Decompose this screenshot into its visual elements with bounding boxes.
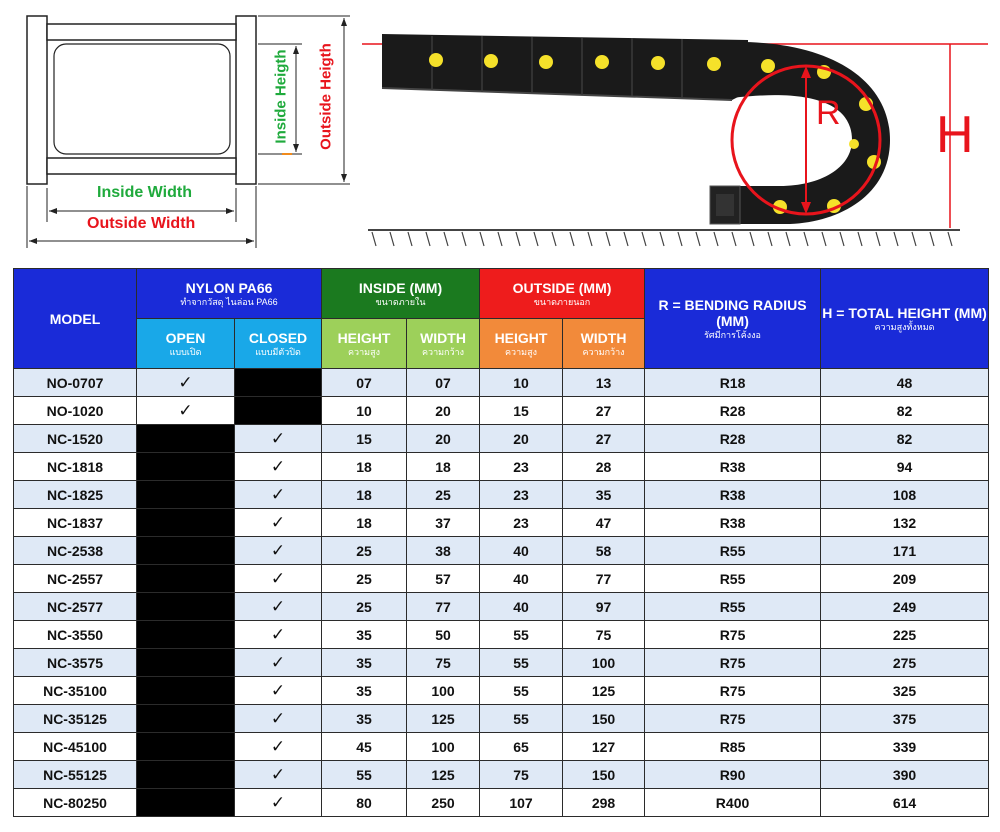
table-row [14, 397, 989, 425]
outside-height-cell: 40 [480, 565, 563, 593]
model-cell: NC-35100 [14, 677, 137, 705]
closed-cell: ✓ [235, 425, 322, 453]
cable-chain-diagram [360, 0, 1000, 262]
bending-radius-cell: R55 [645, 593, 821, 621]
table-row [14, 761, 989, 789]
table-row [14, 481, 989, 509]
open-cell [137, 621, 235, 649]
model-cell: NC-1818 [14, 453, 137, 481]
bending-radius-cell: R55 [645, 565, 821, 593]
inside-width-cell: 25 [407, 481, 480, 509]
outside-width-cell: 27 [563, 425, 645, 453]
model-cell: NC-2577 [14, 593, 137, 621]
inside-width-label: Inside Width [97, 184, 192, 201]
outside-height-cell: 23 [480, 453, 563, 481]
outside-height-cell: 23 [480, 509, 563, 537]
bending-radius-cell: R38 [645, 481, 821, 509]
closed-cell: ✓ [235, 481, 322, 509]
table-row [14, 649, 989, 677]
open-cell [137, 453, 235, 481]
total-height-cell: 171 [821, 537, 989, 565]
bending-radius-cell: R85 [645, 733, 821, 761]
bending-radius-cell: R28 [645, 425, 821, 453]
model-cell: NC-2557 [14, 565, 137, 593]
open-cell [137, 509, 235, 537]
model-cell: NC-3550 [14, 621, 137, 649]
inside-height-cell: 80 [322, 789, 407, 817]
closed-cell: ✓ [235, 621, 322, 649]
open-cell [137, 677, 235, 705]
closed-cell: ✓ [235, 705, 322, 733]
height-label: H [936, 106, 974, 164]
total-height-cell: 325 [821, 677, 989, 705]
header-model: MODEL [14, 269, 137, 369]
outside-height-label: Outside Heigth [317, 43, 335, 150]
open-cell [137, 425, 235, 453]
header-nylon: NYLON PA66 ทำจากวัสดุ ไนล่อน PA66 [137, 269, 322, 319]
header-inside-height: HEIGHT ความสูง [322, 319, 407, 369]
open-cell [137, 733, 235, 761]
outside-height-cell: 23 [480, 481, 563, 509]
outside-height-cell: 55 [480, 705, 563, 733]
inside-height-cell: 25 [322, 537, 407, 565]
bending-radius-cell: R90 [645, 761, 821, 789]
outside-height-cell: 40 [480, 593, 563, 621]
inside-height-cell: 18 [322, 481, 407, 509]
inside-height-cell: 10 [322, 397, 407, 425]
total-height-cell: 108 [821, 481, 989, 509]
table-row [14, 453, 989, 481]
inside-height-cell: 35 [322, 705, 407, 733]
inside-height-cell: 45 [322, 733, 407, 761]
total-height-cell: 339 [821, 733, 989, 761]
inside-height-cell: 35 [322, 677, 407, 705]
inside-height-cell: 25 [322, 593, 407, 621]
inside-height-cell: 55 [322, 761, 407, 789]
outside-width-cell: 27 [563, 397, 645, 425]
closed-cell: ✓ [235, 733, 322, 761]
spec-table-body [14, 369, 989, 817]
closed-cell: ✓ [235, 761, 322, 789]
inside-width-cell: 125 [407, 705, 480, 733]
outside-height-cell: 15 [480, 397, 563, 425]
outside-width-cell: 150 [563, 705, 645, 733]
header-outside-height: HEIGHT ความสูง [480, 319, 563, 369]
total-height-cell: 249 [821, 593, 989, 621]
header-inside: INSIDE (MM) ขนาดภายใน [322, 269, 480, 319]
inside-width-cell: 50 [407, 621, 480, 649]
closed-cell: ✓ [235, 789, 322, 817]
table-row [14, 677, 989, 705]
outside-width-cell: 100 [563, 649, 645, 677]
inside-width-cell: 100 [407, 733, 480, 761]
inside-width-cell: 37 [407, 509, 480, 537]
model-cell: NO-1020 [14, 397, 137, 425]
open-cell [137, 761, 235, 789]
inside-height-cell: 18 [322, 453, 407, 481]
inside-height-label: Inside Heigth [272, 49, 290, 144]
radius-label: R [816, 94, 841, 132]
outside-width-cell: 150 [563, 761, 645, 789]
inside-width-cell: 07 [407, 369, 480, 397]
inside-width-cell: 100 [407, 677, 480, 705]
closed-cell [235, 397, 322, 425]
inside-width-cell: 20 [407, 397, 480, 425]
open-cell [137, 649, 235, 677]
closed-cell: ✓ [235, 537, 322, 565]
table-row [14, 621, 989, 649]
outside-width-cell: 28 [563, 453, 645, 481]
model-cell: NC-2538 [14, 537, 137, 565]
total-height-cell: 390 [821, 761, 989, 789]
bending-radius-cell: R75 [645, 649, 821, 677]
inside-width-cell: 250 [407, 789, 480, 817]
bending-radius-cell: R75 [645, 621, 821, 649]
bending-radius-cell: R18 [645, 369, 821, 397]
total-height-cell: 82 [821, 425, 989, 453]
open-cell: ✓ [137, 369, 235, 397]
table-row [14, 537, 989, 565]
table-row [14, 593, 989, 621]
outside-width-cell: 13 [563, 369, 645, 397]
inside-height-cell: 07 [322, 369, 407, 397]
table-row [14, 789, 989, 817]
total-height-cell: 82 [821, 397, 989, 425]
table-row [14, 733, 989, 761]
cross-section-diagram [0, 0, 360, 262]
header-outside: OUTSIDE (MM) ขนาดภายนอก [480, 269, 645, 319]
total-height-cell: 48 [821, 369, 989, 397]
header-open: OPEN แบบเปิด [137, 319, 235, 369]
outside-width-cell: 35 [563, 481, 645, 509]
bending-radius-cell: R75 [645, 677, 821, 705]
table-row [14, 509, 989, 537]
closed-cell: ✓ [235, 565, 322, 593]
table-row [14, 705, 989, 733]
model-cell: NC-35125 [14, 705, 137, 733]
model-cell: NC-1520 [14, 425, 137, 453]
total-height-cell: 275 [821, 649, 989, 677]
total-height-cell: 94 [821, 453, 989, 481]
total-height-cell: 132 [821, 509, 989, 537]
inside-width-cell: 18 [407, 453, 480, 481]
spec-table [13, 268, 989, 817]
bending-radius-cell: R38 [645, 453, 821, 481]
open-cell [137, 565, 235, 593]
outside-height-cell: 55 [480, 677, 563, 705]
outside-width-cell: 47 [563, 509, 645, 537]
closed-cell: ✓ [235, 677, 322, 705]
header-inside-width: WIDTH ความกว้าง [407, 319, 480, 369]
inside-height-cell: 35 [322, 649, 407, 677]
inside-width-cell: 38 [407, 537, 480, 565]
total-height-cell: 209 [821, 565, 989, 593]
outside-height-cell: 65 [480, 733, 563, 761]
closed-cell [235, 369, 322, 397]
cable-chain-drawing [360, 0, 1000, 262]
model-cell: NC-1825 [14, 481, 137, 509]
open-cell [137, 481, 235, 509]
header-bending-radius: R = BENDING RADIUS (MM) รัศมีการโค้งงอ [645, 269, 821, 369]
table-row [14, 565, 989, 593]
outside-height-cell: 20 [480, 425, 563, 453]
open-cell: ✓ [137, 397, 235, 425]
inside-width-cell: 125 [407, 761, 480, 789]
open-cell [137, 705, 235, 733]
header-closed: CLOSED แบบมีตัวปิด [235, 319, 322, 369]
open-cell [137, 593, 235, 621]
bending-radius-cell: R55 [645, 537, 821, 565]
outside-width-label: Outside Width [87, 215, 196, 232]
outside-width-cell: 125 [563, 677, 645, 705]
outside-width-cell: 77 [563, 565, 645, 593]
table-row [14, 425, 989, 453]
outside-height-cell: 75 [480, 761, 563, 789]
outside-height-cell: 55 [480, 649, 563, 677]
closed-cell: ✓ [235, 509, 322, 537]
inside-width-cell: 57 [407, 565, 480, 593]
header-outside-width: WIDTH ความกว้าง [563, 319, 645, 369]
outside-height-cell: 10 [480, 369, 563, 397]
outside-height-cell: 107 [480, 789, 563, 817]
total-height-cell: 225 [821, 621, 989, 649]
bending-radius-cell: R28 [645, 397, 821, 425]
open-cell [137, 789, 235, 817]
outside-width-cell: 298 [563, 789, 645, 817]
bending-radius-cell: R400 [645, 789, 821, 817]
model-cell: NC-55125 [14, 761, 137, 789]
outside-width-cell: 127 [563, 733, 645, 761]
open-cell [137, 537, 235, 565]
total-height-cell: 375 [821, 705, 989, 733]
model-cell: NC-3575 [14, 649, 137, 677]
closed-cell: ✓ [235, 453, 322, 481]
inside-width-cell: 75 [407, 649, 480, 677]
model-cell: NC-80250 [14, 789, 137, 817]
inside-height-cell: 35 [322, 621, 407, 649]
header-total-height: H = TOTAL HEIGHT (MM) ความสูงทั้งหมด [821, 269, 989, 369]
total-height-cell: 614 [821, 789, 989, 817]
outside-height-cell: 55 [480, 621, 563, 649]
inside-width-cell: 77 [407, 593, 480, 621]
model-cell: NC-1837 [14, 509, 137, 537]
model-cell: NC-45100 [14, 733, 137, 761]
inside-height-cell: 15 [322, 425, 407, 453]
bending-radius-cell: R38 [645, 509, 821, 537]
closed-cell: ✓ [235, 649, 322, 677]
model-cell: NO-0707 [14, 369, 137, 397]
outside-width-cell: 97 [563, 593, 645, 621]
closed-cell: ✓ [235, 593, 322, 621]
inside-height-cell: 25 [322, 565, 407, 593]
outside-width-cell: 58 [563, 537, 645, 565]
outside-width-cell: 75 [563, 621, 645, 649]
outside-height-cell: 40 [480, 537, 563, 565]
inside-height-cell: 18 [322, 509, 407, 537]
bending-radius-cell: R75 [645, 705, 821, 733]
inside-width-cell: 20 [407, 425, 480, 453]
table-row [14, 369, 989, 397]
